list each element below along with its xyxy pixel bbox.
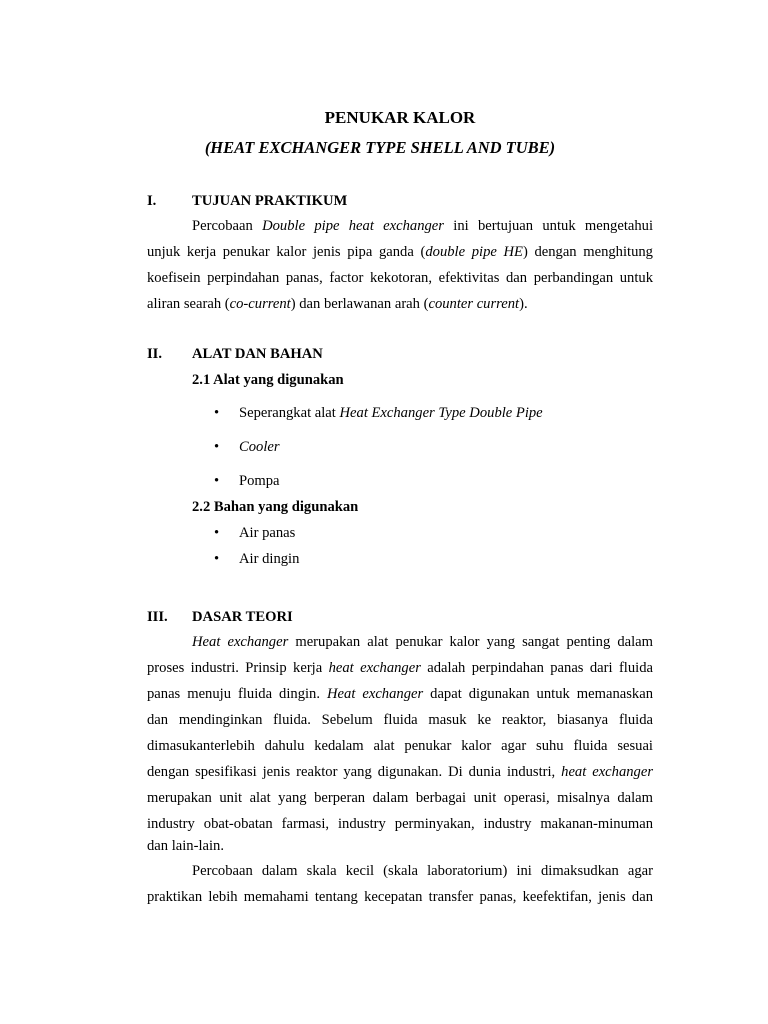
tool-item-1: Seperangkat alat Heat Exchanger Type Double Pipe xyxy=(239,405,543,421)
section-3-number: III. xyxy=(147,609,168,625)
section-3-line-6: dengan spesifikasi jenis reaktor yang digunakan. Di dunia industri, heat exchanger xyxy=(147,764,653,780)
bullet-icon: • xyxy=(214,551,220,567)
subsection-2-2-title: 2.2 Bahan yang digunakan xyxy=(192,499,359,515)
section-1-line-4: aliran searah (co-current) dan berlawanan arah (counter current). xyxy=(147,296,528,312)
section-3-line-4: dan mendinginkan fluida. Sebelum fluida masuk ke reaktor, biasanya fluida xyxy=(147,712,653,728)
section-3-line-8: industry obat-obatan farmasi, industry perminyakan, industry makanan-minuman xyxy=(147,816,653,832)
section-1-line-1: Percobaan Double pipe heat exchanger ini bertujuan untuk mengetahui xyxy=(192,218,653,234)
section-3-line-9: dan lain-lain. xyxy=(147,838,224,854)
section-3-line-3: panas menuju fluida dingin. Heat exchanger dapat digunakan untuk memanaskan xyxy=(147,686,653,702)
section-3-line-7: merupakan unit alat yang berperan dalam berbagai unit operasi, misalnya dalam xyxy=(147,790,653,806)
section-3-line-1: Heat exchanger merupakan alat penukar kalor yang sangat penting dalam xyxy=(192,634,653,650)
tool-item-2: Cooler xyxy=(239,439,280,455)
section-3-title: DASAR TEORI xyxy=(192,609,293,625)
section-2-title: ALAT DAN BAHAN xyxy=(192,346,323,362)
section-3-line-2: proses industri. Prinsip kerja heat exchanger adalah perpindahan panas dari fluida xyxy=(147,660,653,676)
bullet-icon: • xyxy=(214,525,220,541)
section-3-line-11: praktikan lebih memahami tentang kecepatan transfer panas, keefektifan, jenis dan xyxy=(147,889,653,905)
section-1-line-2: unjuk kerja penukar kalor jenis pipa ganda (double pipe HE) dengan menghitung xyxy=(147,244,653,260)
section-2-number: II. xyxy=(147,346,163,362)
section-1-number: I. xyxy=(147,193,157,209)
material-item-1: Air panas xyxy=(239,525,296,541)
bullet-icon: • xyxy=(214,473,220,489)
bullet-icon: • xyxy=(214,405,220,421)
tool-item-3: Pompa xyxy=(239,473,280,489)
document-title: PENUKAR KALOR xyxy=(324,108,476,127)
section-3-line-5: dimasukanterlebih dahulu kedalam alat penukar kalor agar suhu fluida sesuai xyxy=(147,738,653,754)
section-1-line-3: koefisein perpindahan panas, factor kekotoran, efektivitas dan perbandingan untuk xyxy=(147,270,653,286)
bullet-icon: • xyxy=(214,439,220,455)
document-subtitle: (HEAT EXCHANGER TYPE SHELL AND TUBE) xyxy=(204,138,556,157)
material-item-2: Air dingin xyxy=(239,551,300,567)
section-1-title: TUJUAN PRAKTIKUM xyxy=(192,193,348,209)
subsection-2-1-title: 2.1 Alat yang digunakan xyxy=(192,372,344,388)
section-3-line-10: Percobaan dalam skala kecil (skala laboratorium) ini dimaksudkan agar xyxy=(192,863,653,879)
